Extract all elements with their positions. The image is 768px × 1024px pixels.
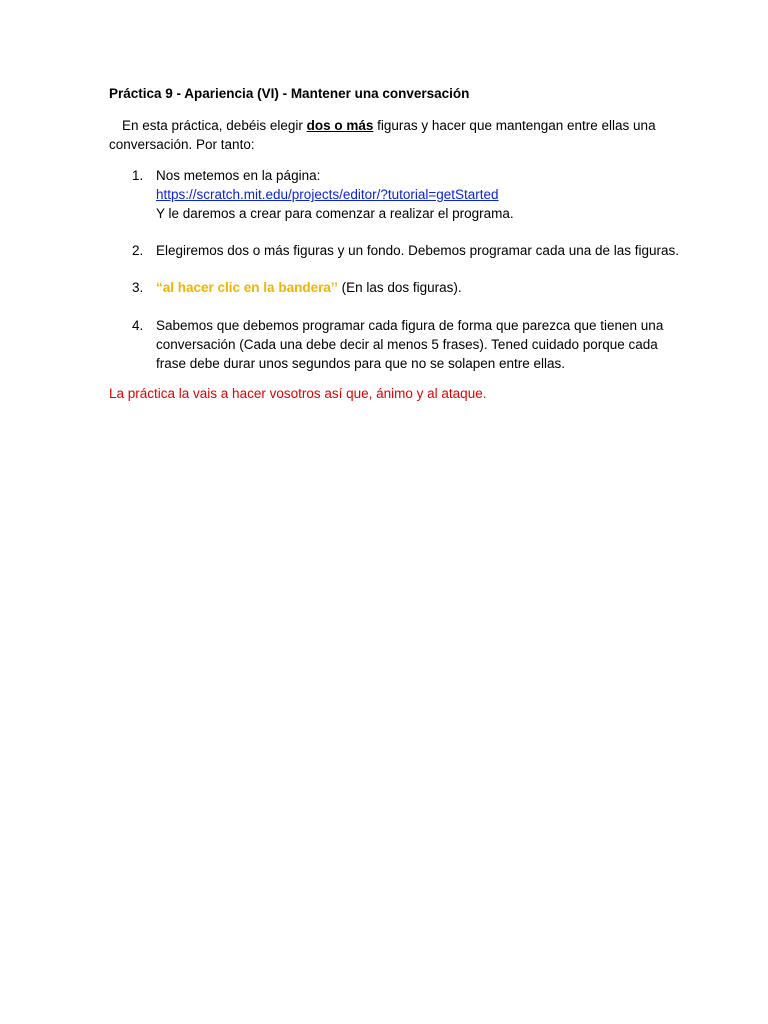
item-4-line3: frase debe durar unos segundos para que no se solapen entre ellas.: [156, 356, 566, 371]
item-2-line1: Elegiremos dos o más figuras y un fondo. Debemos programar cada una de las figuras.: [156, 243, 680, 258]
list-item-1: [132, 166, 692, 223]
list-number: 2.: [132, 243, 144, 258]
item-4-line2: conversación (Cada una debe decir al menos 5 frases). Tened cuidado porque cada: [156, 337, 658, 352]
item-4-line1: Sabemos que debemos programar cada figura de forma que parezca que tienen una: [156, 318, 664, 333]
intro-line2: conversación. Por tanto:: [109, 137, 255, 152]
list-item-3: [132, 278, 692, 297]
intro-emphasis: dos o más: [306, 118, 374, 133]
list-number: 1.: [132, 168, 144, 183]
intro-text-before: En esta práctica, debéis elegir: [122, 118, 307, 133]
item-1-line3: Y le daremos a crear para comenzar a realizar el programa.: [156, 206, 514, 221]
list-number: 3.: [132, 280, 144, 295]
scratch-editor-link[interactable]: https://scratch.mit.edu/projects/editor/?tutorial=getStarted: [156, 187, 499, 202]
list-item-4: [132, 316, 692, 373]
item-1-line1: Nos metemos en la página:: [156, 168, 321, 183]
closing-note: La práctica la vais a hacer vosotros así que, ánimo y al ataque.: [109, 386, 487, 401]
intro-paragraph: [109, 116, 669, 154]
intro-text-after: figuras y hacer que mantengan entre ellas una: [373, 118, 656, 133]
item-3-rest: (En las dos figuras).: [337, 280, 462, 295]
list-number: 4.: [132, 318, 144, 333]
list-item-2: [132, 241, 692, 260]
document-title: Práctica 9 - Apariencia (VI) - Mantener una conversación: [109, 86, 470, 101]
item-3-open-quote: “: [156, 280, 163, 295]
item-3-highlight: al hacer clic en la bandera: [162, 280, 331, 295]
item-3-close-quote: ’’: [330, 280, 338, 295]
